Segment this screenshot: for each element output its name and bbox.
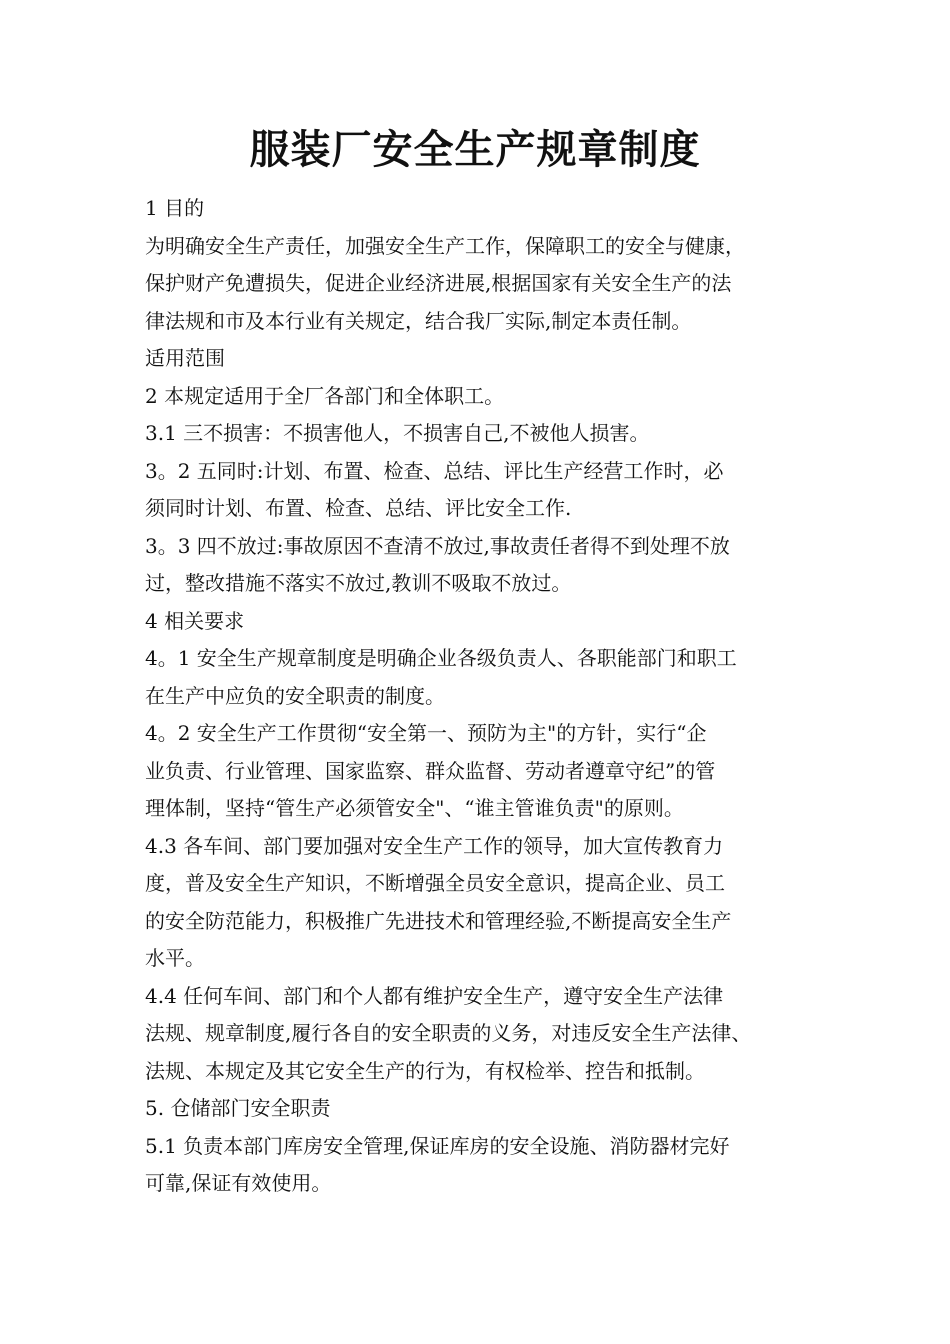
text-line: 法规、本规定及其它安全生产的行为，有权检举、控告和抵制。: [145, 1058, 705, 1083]
text-line: 4。2 安全生产工作贯彻“安全第一、预防为主"的方针，实行“企: [145, 721, 707, 745]
text-line: 水平。: [145, 946, 205, 970]
text-line: 律法规和市及本行业有关规定，结合我厂实际,制定本责任制。: [145, 308, 692, 333]
text-line: 3.1 三不损害：不损害他人，不损害自己,不被他人损害。: [145, 421, 650, 445]
text-line: 4。1 安全生产规章制度是明确企业各级负责人、各职能部门和职工: [145, 646, 737, 670]
text-line: 理体制，坚持“管生产必须管安全"、“谁主管谁负责"的原则。: [145, 796, 684, 820]
text-line: 适用范围: [145, 346, 225, 370]
text-line: 5. 仓储部门安全职责: [145, 1096, 331, 1120]
document-body: [145, 190, 820, 1203]
text-line: 为明确安全生产责任，加强安全生产工作，保障职工的安全与健康，: [145, 233, 745, 258]
text-line: 须同时计划、布置、检查、总结、评比安全工作.: [145, 496, 572, 520]
text-line: 法规、规章制度,履行各自的安全职责的义务，对违反安全生产法律、: [145, 1021, 752, 1045]
text-line: 4 相关要求: [145, 608, 245, 633]
text-line: 保护财产免遭损失，促进企业经济进展,根据国家有关安全生产的法: [145, 271, 732, 295]
text-line: 可靠,保证有效使用。: [145, 1171, 332, 1195]
document-title: 服装厂安全生产规章制度: [249, 126, 701, 173]
text-line: 5.1 负责本部门库房安全管理,保证库房的安全设施、消防器材完好: [145, 1133, 730, 1158]
text-line: 业负责、行业管理、国家监察、群众监督、劳动者遵章守纪”的管: [145, 758, 716, 783]
text-line: 在生产中应负的安全职责的制度。: [145, 683, 445, 708]
text-line: 4.4 任何车间、部门和个人都有维护安全生产，遵守安全生产法律: [145, 983, 724, 1008]
text-line: 1 目的: [145, 196, 205, 220]
text-line: 2 本规定适用于全厂各部门和全体职工。: [145, 383, 505, 408]
text-line: 的安全防范能力，积极推广先进技术和管理经验,不断提高安全生产: [145, 908, 732, 933]
text-line: 3。3 四不放过:事故原因不查清不放过,事故责任者得不到处理不放: [145, 533, 730, 558]
text-line: 4.3 各车间、部门要加强对安全生产工作的领导，加大宣传教育力: [145, 833, 724, 858]
text-line: 度，普及安全生产知识，不断增强全员安全意识，提高企业、员工: [145, 871, 725, 895]
text-line: 过，整改措施不落实不放过,教训不吸取不放过。: [145, 571, 572, 595]
text-line: 3。2 五同时:计划、布置、检查、总结、评比生产经营工作时，必: [145, 458, 724, 483]
